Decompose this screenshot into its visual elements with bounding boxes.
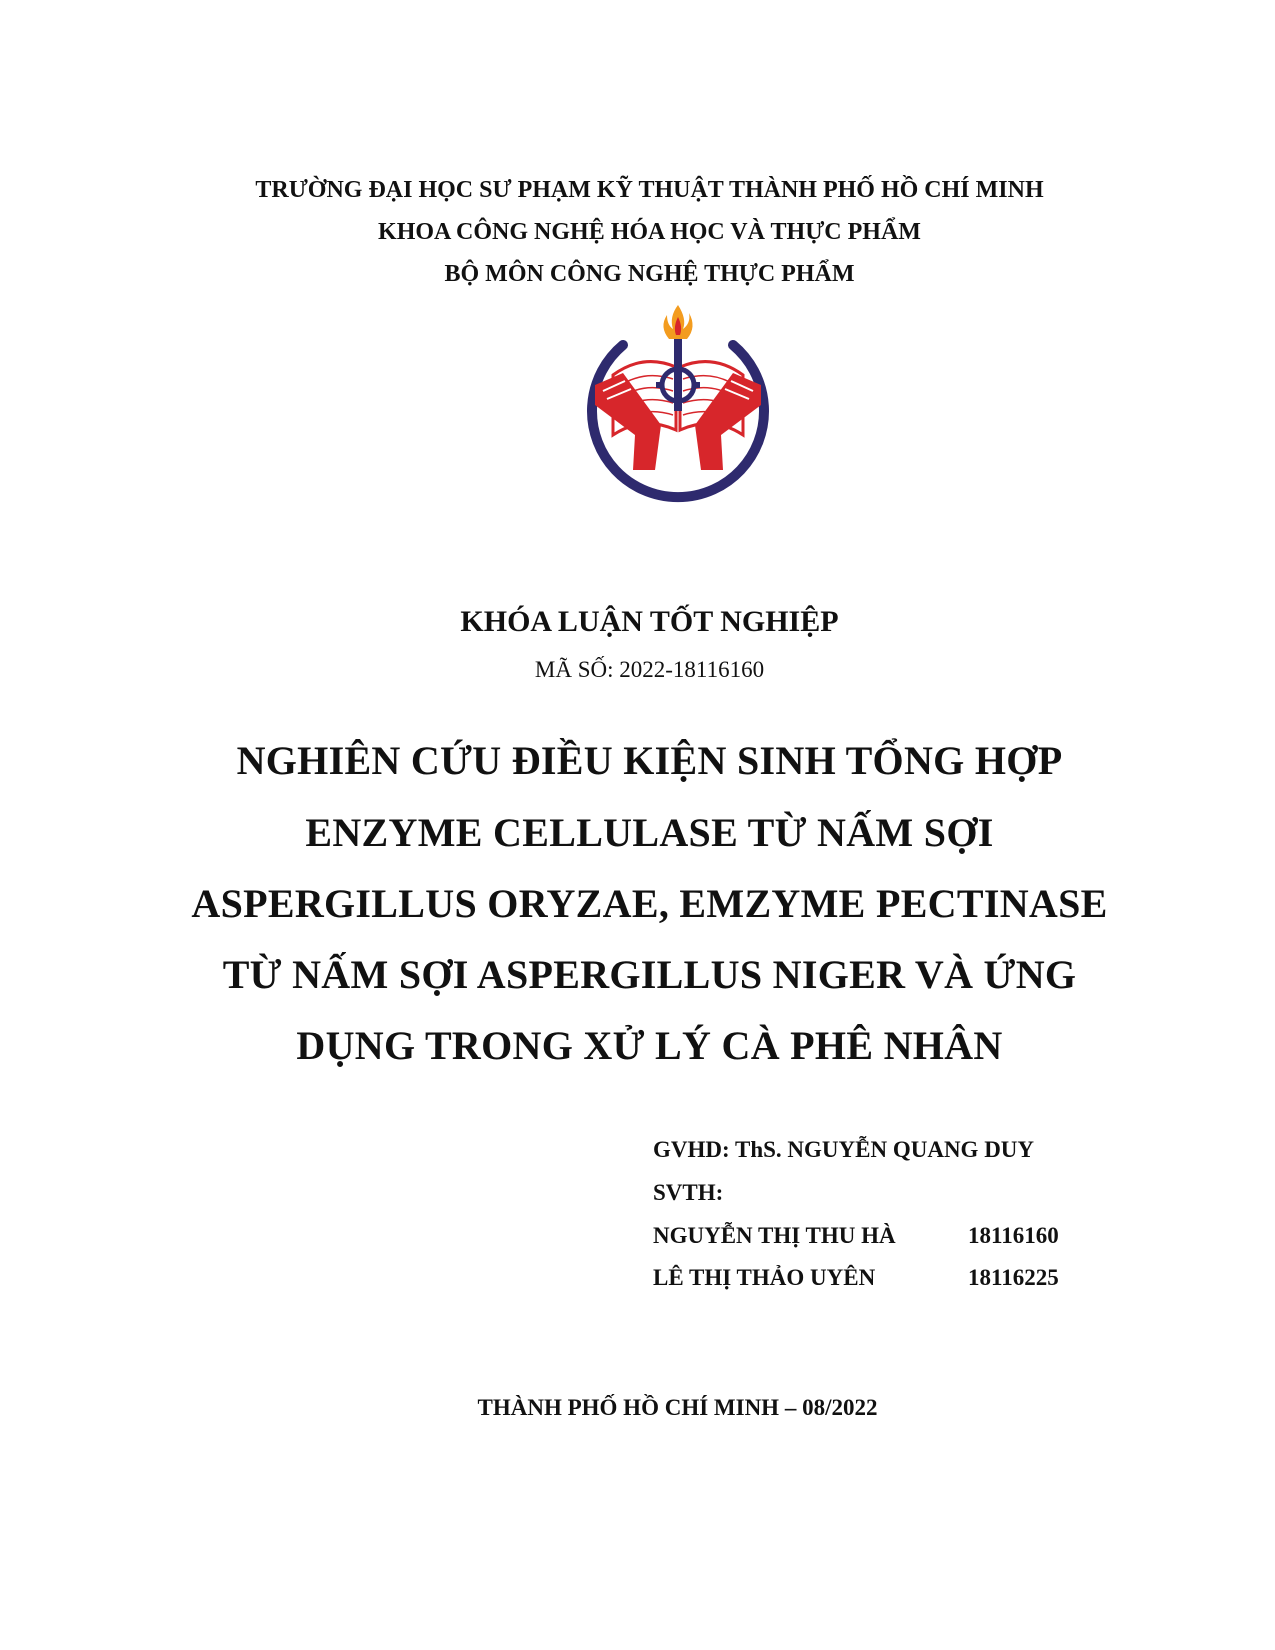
thesis-title-line: ENZYME CELLULASE TỪ NẤM SỢI — [305, 810, 994, 855]
advisor-line: GVHD: ThS. NGUYỄN QUANG DUY — [653, 1137, 1035, 1162]
student-row — [653, 1265, 1073, 1291]
thesis-title-line: ASPERGILLUS ORYZAE, EMZYME PECTINASE — [191, 881, 1108, 926]
student-row — [653, 1223, 1073, 1249]
logo-torch — [674, 335, 682, 411]
thesis-title-line: DỤNG TRONG XỬ LÝ CÀ PHÊ NHÂN — [296, 1023, 1003, 1068]
university-logo-icon — [583, 305, 773, 505]
faculty-name: KHOA CÔNG NGHỆ HÓA HỌC VÀ THỰC PHẨM — [378, 219, 921, 245]
thesis-title-line: TỪ NẤM SỢI ASPERGILLUS NIGER VÀ ỨNG — [222, 952, 1077, 997]
thesis-code: MÃ SỐ: 2022-18116160 — [534, 657, 765, 682]
university-name: TRƯỜNG ĐẠI HỌC SƯ PHẠM KỸ THUẬT THÀNH PHỐ HỒ CHÍ MINH — [255, 177, 1044, 203]
student-id: 18116160 — [968, 1223, 1059, 1248]
department-name: BỘ MÔN CÔNG NGHỆ THỰC PHẨM — [444, 261, 855, 287]
thesis-title-line: NGHIÊN CỨU ĐIỀU KIỆN SINH TỔNG HỢP — [236, 738, 1063, 783]
student-id: 18116225 — [968, 1265, 1059, 1290]
place-and-date: THÀNH PHỐ HỒ CHÍ MINH – 08/2022 — [477, 1395, 878, 1420]
students-label: SVTH: — [653, 1180, 724, 1205]
student-name: LÊ THỊ THẢO UYÊN — [653, 1265, 876, 1290]
thesis-type: KHÓA LUẬN TỐT NGHIỆP — [460, 605, 839, 638]
student-name: NGUYỄN THỊ THU HÀ — [653, 1223, 896, 1248]
